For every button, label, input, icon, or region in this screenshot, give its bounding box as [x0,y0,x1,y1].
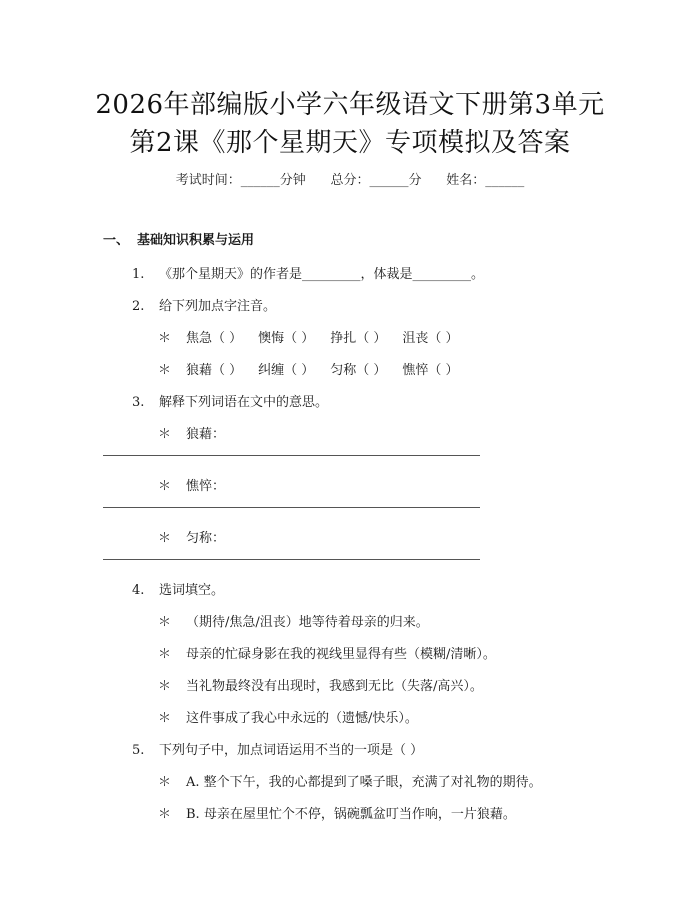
answer-line[interactable] [103,455,480,456]
question-text: 《那个星期天》的作者是_________，体裁是_________。 [159,267,485,282]
bullet: ＊ [158,479,172,494]
fill-sentence: （期待/焦急/沮丧）地等待着母亲的归来。 [186,615,429,630]
question-number: 2. [132,299,145,314]
question-number: 5. [132,743,145,758]
question-3 [132,391,328,410]
question-text: 解释下列词语在文中的意思。 [159,395,329,410]
bullet: ＊ [158,531,172,546]
section-heading [103,229,254,248]
choice-item [158,771,542,790]
question-1 [132,263,484,282]
definition-word: 匀称： [186,531,226,546]
question-text: 下列句子中，加点词语运用不当的一项是（ ） [159,743,424,758]
bullet: ＊ [158,679,172,694]
fill-item [158,707,418,726]
pinyin-word: 狼藉（ ） [186,363,243,378]
pinyin-word: 匀称（ ） [330,363,387,378]
definition-word: 憔悴： [186,479,226,494]
choice-a: A. 整个下午，我的心都提到了嗓子眼，充满了对礼物的期待。 [186,775,542,790]
fill-item [158,643,496,662]
exam-meta: 考试时间：______分钟 总分：______分 姓名：______ [175,173,525,188]
choice-item [158,803,516,822]
fill-sentence: 当礼物最终没有出现时，我感到无比（失落/高兴）。 [186,679,483,694]
definition-item [158,475,225,494]
bullet: ＊ [158,427,172,442]
pinyin-word: 懊悔（ ） [258,331,315,346]
pinyin-row-1 [158,327,475,346]
section-number: 一、 [103,233,130,248]
definition-word: 狼藉： [186,427,226,442]
section-title: 基础知识积累与运用 [137,233,255,248]
fill-sentence: 这件事成了我心中永远的（遗憾/快乐）。 [186,711,418,726]
bullet: ＊ [158,363,172,378]
definition-item [158,423,225,442]
pinyin-word: 挣扎（ ） [330,331,387,346]
pinyin-row-2 [158,359,475,378]
question-2 [132,295,276,314]
pinyin-word: 沮丧（ ） [402,331,459,346]
bullet: ＊ [158,775,172,790]
bullet: ＊ [158,331,172,346]
pinyin-word: 纠缠（ ） [258,363,315,378]
pinyin-word: 憔悴（ ） [402,363,459,378]
bullet: ＊ [158,711,172,726]
pinyin-word: 焦急（ ） [186,331,243,346]
answer-line[interactable] [103,507,480,508]
title-line-1: 2026年部编版小学六年级语文下册第3单元 [95,90,605,120]
question-number: 4. [132,583,145,598]
fill-item [158,611,429,630]
choice-b: B. 母亲在屋里忙个不停，锅碗瓢盆叮当作响，一片狼藉。 [186,807,516,822]
question-text: 选词填空。 [159,583,225,598]
bullet: ＊ [158,647,172,662]
question-text: 给下列加点字注音。 [159,299,277,314]
question-number: 1. [132,267,145,282]
answer-line[interactable] [103,559,480,560]
question-4 [132,579,224,598]
question-5 [132,739,423,758]
definition-item [158,527,225,546]
fill-item [158,675,483,694]
fill-sentence: 母亲的忙碌身影在我的视线里显得有些（模糊/清晰）。 [186,647,496,662]
bullet: ＊ [158,807,172,822]
question-number: 3. [132,395,145,410]
bullet: ＊ [158,615,172,630]
title-line-2: 第2课《那个星期天》专项模拟及答案 [129,128,571,158]
